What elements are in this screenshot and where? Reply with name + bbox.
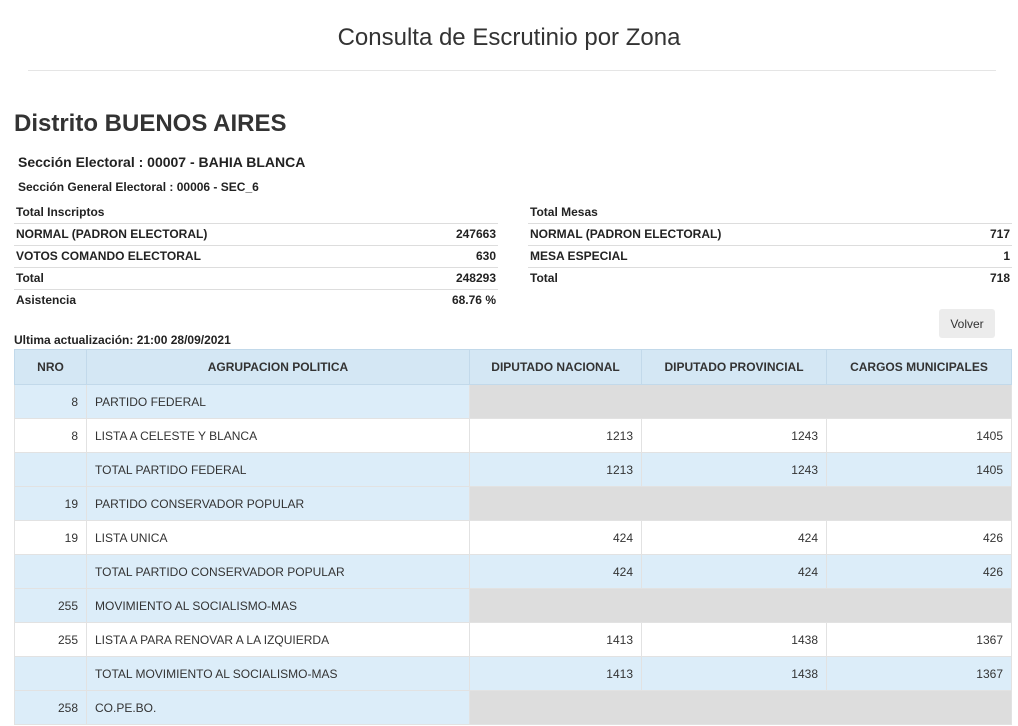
agrupacion-cell: TOTAL PARTIDO FEDERAL [87,453,470,487]
diputado-provincial-cell: 1438 [642,657,827,691]
cargos-municipales-cell: 1367 [827,657,1012,691]
diputado-provincial-cell: 424 [642,555,827,589]
inscriptos-value: 247663 [402,223,498,245]
inscriptos-value: 248293 [402,267,498,289]
agrupacion-row [15,691,1012,725]
empty-values-cell [470,385,1012,419]
inscriptos-value: 630 [402,245,498,267]
inscriptos-label: Total [14,267,402,289]
nro-cell: 258 [15,691,87,725]
cargos-municipales-cell: 1405 [827,419,1012,453]
nro-cell: 19 [15,521,87,555]
mesas-value: 717 [959,223,1012,245]
cargos-municipales-cell: 426 [827,555,1012,589]
mesas-row [528,245,1012,267]
last-update: Ultima actualización: 21:00 28/09/2021 [14,333,231,347]
agrupacion-row [15,487,1012,521]
column-header-diputado-provincial: DIPUTADO PROVINCIAL [642,350,827,385]
agrupacion-cell: MOVIMIENTO AL SOCIALISMO-MAS [87,589,470,623]
lista-row [15,623,1012,657]
diputado-nacional-cell: 1213 [470,419,642,453]
column-header-cargos-municipales: CARGOS MUNICIPALES [827,350,1012,385]
agrupacion-row [15,385,1012,419]
inscriptos-row [14,267,498,289]
mesas-label: MESA ESPECIAL [528,245,959,267]
diputado-nacional-cell: 1213 [470,453,642,487]
inscriptos-value: 68.76 % [402,289,498,311]
mesas-header: Total Mesas [528,201,1012,223]
inscriptos-header: Total Inscriptos [14,201,498,223]
cargos-municipales-cell: 1367 [827,623,1012,657]
diputado-nacional-cell: 1413 [470,623,642,657]
cargos-municipales-cell: 1405 [827,453,1012,487]
agrupacion-cell: TOTAL PARTIDO CONSERVADOR POPULAR [87,555,470,589]
volver-button[interactable]: Volver [939,309,995,338]
nro-cell: 19 [15,487,87,521]
nro-cell [15,555,87,589]
nro-cell: 8 [15,385,87,419]
agrupacion-cell: LISTA UNICA [87,521,470,555]
seccion-general-electoral: Sección General Electoral : 00006 - SEC_6 [18,180,259,194]
total-row [15,453,1012,487]
nro-cell: 255 [15,623,87,657]
table-header-row [15,350,1012,385]
nro-cell: 8 [15,419,87,453]
mesas-value: 1 [959,245,1012,267]
total-row [15,555,1012,589]
mesas-row [528,267,1012,289]
diputado-provincial-cell: 424 [642,521,827,555]
column-header-nro: NRO [15,350,87,385]
agrupacion-cell: TOTAL MOVIMIENTO AL SOCIALISMO-MAS [87,657,470,691]
agrupacion-cell: LISTA A CELESTE Y BLANCA [87,419,470,453]
column-header-diputado-nacional: DIPUTADO NACIONAL [470,350,642,385]
mesas-summary [528,201,1012,289]
total-row [15,657,1012,691]
cargos-municipales-cell: 426 [827,521,1012,555]
diputado-nacional-cell: 1413 [470,657,642,691]
nro-cell: 255 [15,589,87,623]
mesas-label: Total [528,267,959,289]
diputado-provincial-cell: 1243 [642,419,827,453]
inscriptos-row [14,223,498,245]
lista-row [15,521,1012,555]
empty-values-cell [470,589,1012,623]
results-table [14,349,1012,725]
agrupacion-row [15,589,1012,623]
empty-values-cell [470,691,1012,725]
agrupacion-cell: PARTIDO FEDERAL [87,385,470,419]
inscriptos-summary [14,201,498,311]
inscriptos-label: NORMAL (PADRON ELECTORAL) [14,223,402,245]
mesas-label: NORMAL (PADRON ELECTORAL) [528,223,959,245]
page-title: Consulta de Escrutinio por Zona [337,24,681,51]
agrupacion-cell: PARTIDO CONSERVADOR POPULAR [87,487,470,521]
diputado-provincial-cell: 1438 [642,623,827,657]
lista-row [15,419,1012,453]
inscriptos-row [14,245,498,267]
inscriptos-row [14,289,498,311]
nro-cell [15,453,87,487]
diputado-provincial-cell: 1243 [642,453,827,487]
nro-cell [15,657,87,691]
column-header-agrupacion: AGRUPACION POLITICA [87,350,470,385]
mesas-value: 718 [959,267,1012,289]
distrito-heading: Distrito BUENOS AIRES [14,110,287,137]
agrupacion-cell: LISTA A PARA RENOVAR A LA IZQUIERDA [87,623,470,657]
diputado-nacional-cell: 424 [470,521,642,555]
mesas-row [528,223,1012,245]
diputado-nacional-cell: 424 [470,555,642,589]
empty-values-cell [470,487,1012,521]
agrupacion-cell: CO.PE.BO. [87,691,470,725]
title-divider [28,70,996,71]
inscriptos-label: VOTOS COMANDO ELECTORAL [14,245,402,267]
seccion-electoral: Sección Electoral : 00007 - BAHIA BLANCA [18,154,306,170]
inscriptos-label: Asistencia [14,289,402,311]
